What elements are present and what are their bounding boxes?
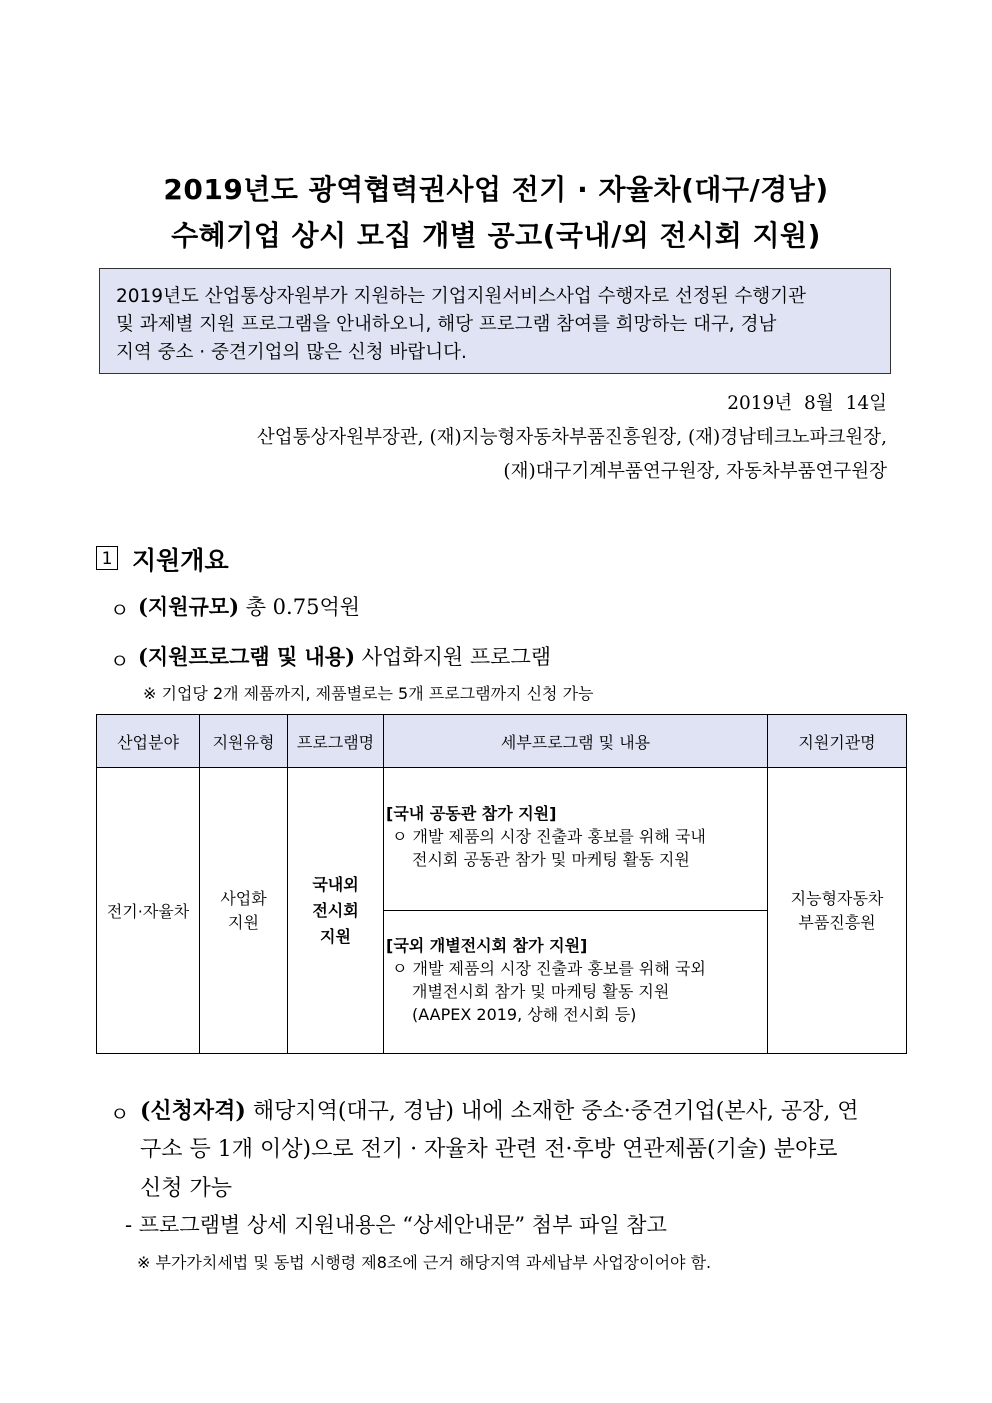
doc-title-line1: 2019년도 광역협력권사업 전기 · 자율차(대구/경남) (163, 173, 829, 206)
detail1-item1: ㅇ 개발 제품의 시장 진출과 홍보를 위해 국내 (392, 827, 706, 846)
detail2-head: [국외 개별전시회 참가 지원] (386, 936, 588, 955)
cell-agency (768, 768, 907, 1054)
support-program (138, 641, 551, 671)
program-line2: 전시회 (312, 900, 359, 920)
support-program-value: 사업화지원 프로그램 (361, 645, 552, 669)
bullet-icon: ㅇ (110, 649, 130, 673)
detail2-item1: ㅇ 개발 제품의 시장 진출과 홍보를 위해 국외 (392, 959, 706, 978)
header-agency: 지원기관명 (768, 715, 907, 768)
cell-program (288, 768, 384, 1054)
eligibility-line2: 구소 등 1개 이상)으로 전기 · 자율차 관련 전·후방 연관제품(기술) 분야로 (140, 1137, 838, 1162)
agency-line2: 부품진흥원 (798, 912, 876, 932)
issuers-line1: 산업통상자원부장관, (재)지능형자동차부품진흥원장, (재)경남테크노파크원장, (256, 427, 887, 448)
detail1-head: [국내 공동관 참가 지원] (386, 804, 557, 823)
header-detail: 세부프로그램 및 내용 (384, 715, 768, 768)
cell-detail-overseas (384, 911, 768, 1054)
support-scale-value: 총 0.75억원 (245, 595, 361, 619)
detail2-item2: 개별전시회 참가 및 마케팅 활동 지원 (412, 982, 670, 1001)
program-line1: 국내외 (312, 874, 359, 894)
type-line1: 사업화 (220, 888, 267, 908)
section-number: 1 (96, 546, 118, 570)
support-program-label: (지원프로그램 및 내용) (138, 644, 356, 669)
eligibility-line1 (140, 1094, 859, 1125)
support-scale (138, 591, 360, 621)
header-program: 프로그램명 (288, 715, 384, 768)
program-table (96, 714, 907, 1054)
cell-field (97, 768, 200, 1054)
cell-detail-domestic (384, 768, 768, 911)
eligibility-line3: 신청 가능 (140, 1176, 233, 1201)
intro-line1: 2019년도 산업통상자원부가 지원하는 기업지원서비스사업 수행자로 선정된 수행기관 (116, 286, 806, 307)
table-header-row (97, 715, 907, 768)
type-line2: 지원 (228, 912, 259, 932)
eligibility-note: ※ 부가가치세법 및 동법 시행령 제8조에 근거 해당지역 과세납부 사업장이어야 함. (137, 1253, 712, 1272)
intro-box (99, 268, 891, 374)
bullet-icon: ㅇ (110, 598, 130, 622)
intro-line3: 지역 중소 · 중견기업의 많은 신청 바랍니다. (116, 342, 467, 363)
table-row (97, 768, 907, 911)
issuers-line2: (재)대구기계부품연구원장, 자동차부품연구원장 (503, 461, 887, 482)
agency-line1: 지능형자동차 (790, 888, 884, 908)
field-value: 전기·자율차 (106, 902, 190, 921)
intro-line2: 및 과제별 지원 프로그램을 안내하오니, 해당 프로그램 참여를 희망하는 대구, 경남 (116, 314, 777, 335)
header-type: 지원유형 (200, 715, 288, 768)
eligibility-label: (신청자격) (140, 1098, 246, 1124)
section-title: 지원개요 (132, 546, 229, 575)
header-field: 산업분야 (97, 715, 200, 768)
eligibility-line1-text: 해당지역(대구, 경남) 내에 소재한 중소·중견기업(본사, 공장, 연 (252, 1099, 859, 1124)
cell-type (200, 768, 288, 1054)
program-line3: 지원 (320, 926, 351, 946)
doc-title-line2: 수혜기업 상시 모집 개별 공고(국내/외 전시회 지원) (171, 219, 821, 252)
announcement-date: 2019년 8월 14일 (727, 393, 887, 414)
detail2-item3: (AAPEX 2019, 상해 전시회 등) (412, 1005, 637, 1024)
support-scale-label: (지원규모) (138, 594, 240, 619)
detail1-item2: 전시회 공동관 참가 및 마케팅 활동 지원 (412, 850, 690, 869)
bullet-icon: ㅇ (110, 1102, 130, 1126)
eligibility-dash-line: - 프로그램별 상세 지원내용은 “상세안내문” 첨부 파일 참고 (125, 1213, 667, 1237)
program-note: ※ 기업당 2개 제품까지, 제품별로는 5개 프로그램까지 신청 가능 (143, 684, 594, 703)
